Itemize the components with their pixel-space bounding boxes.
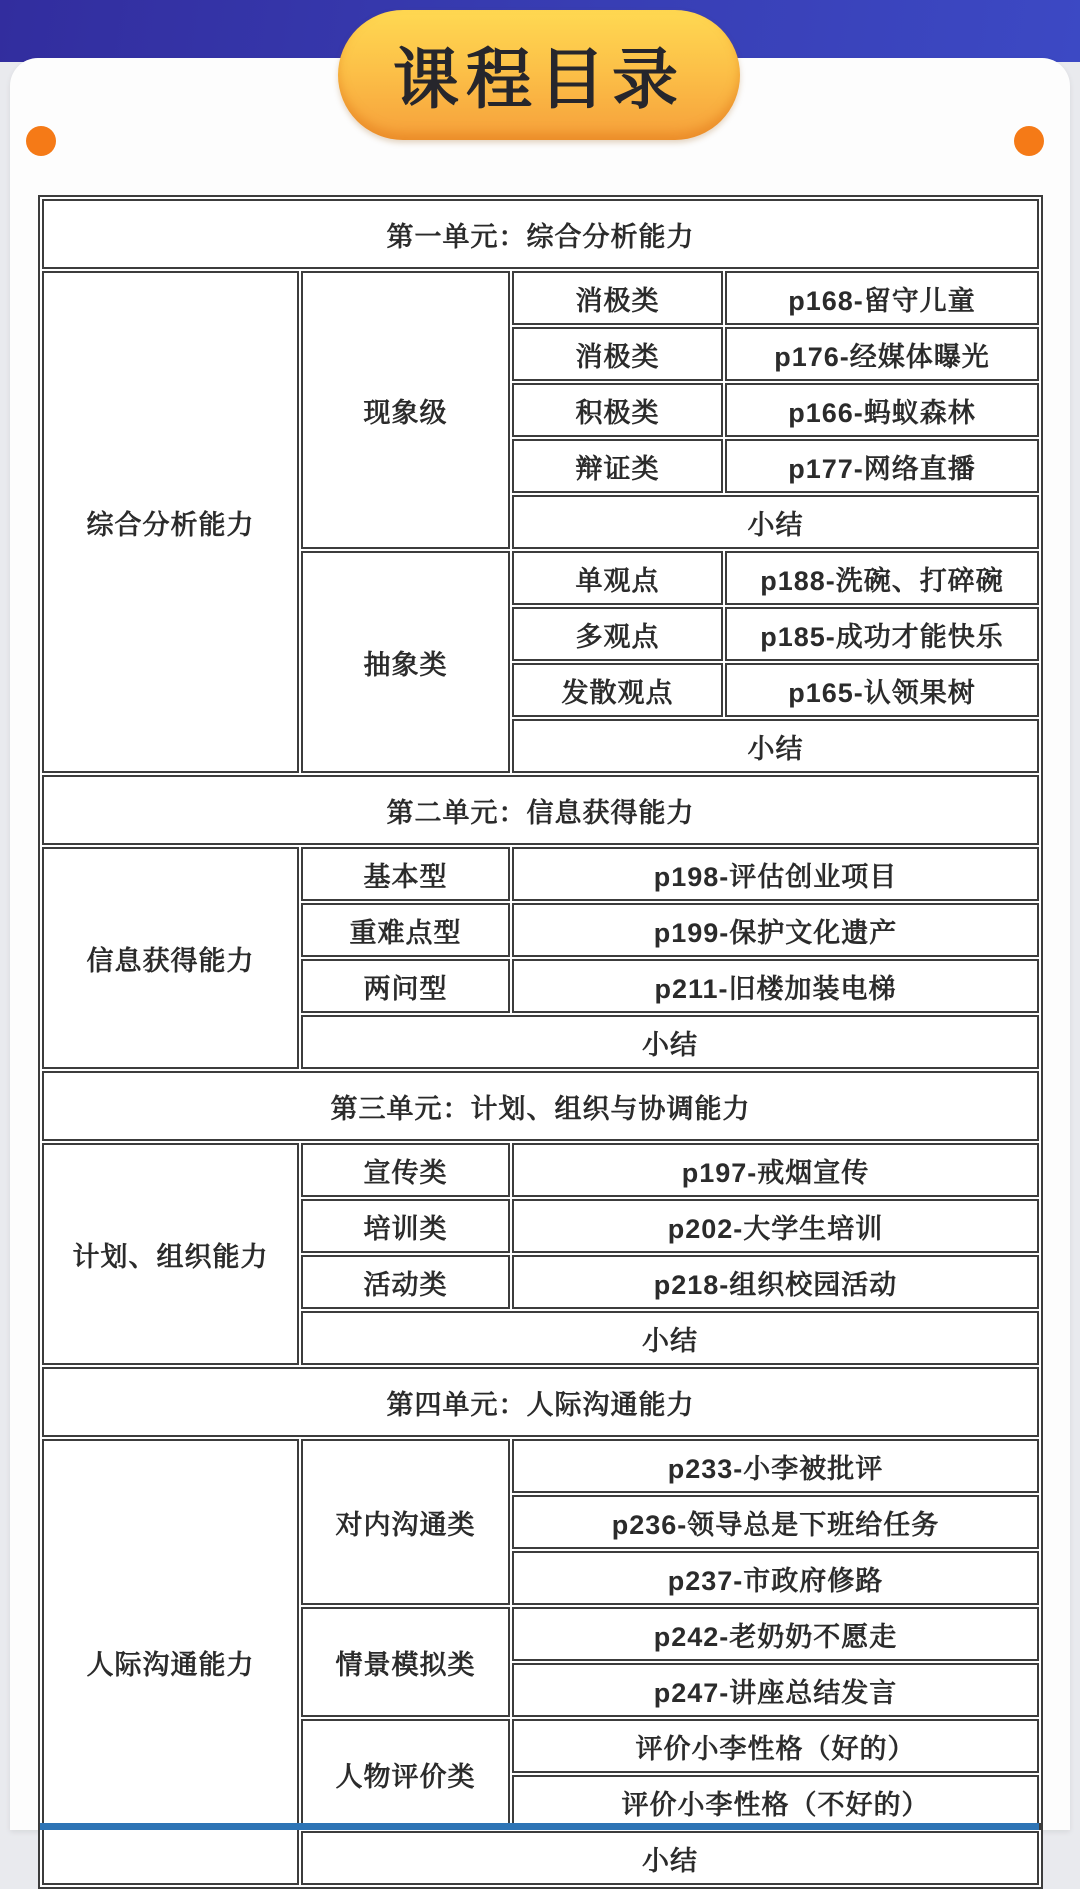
type-cell: 发散观点 [512,663,723,717]
type-cell: 重难点型 [301,903,510,957]
summary-cell: 小结 [512,719,1039,773]
lesson-cell: p218-组织校园活动 [512,1255,1039,1309]
type-cell: 培训类 [301,1199,510,1253]
unit1-header-row [42,199,1039,269]
unit2-category-cell: 信息获得能力 [42,847,299,1069]
type-cell: 单观点 [512,551,723,605]
summary-cell: 小结 [301,1311,1039,1365]
lesson-cell: p211-旧楼加装电梯 [512,959,1039,1013]
unit1-category-cell: 综合分析能力 [42,271,299,773]
lesson-cell: p233-小李被批评 [512,1439,1039,1493]
unit2-header-row [42,775,1039,845]
lesson-cell: p237-市政府修路 [512,1551,1039,1605]
unit1-group1-cell: 现象级 [301,271,510,549]
unit4-category-cell: 人际沟通能力 [42,1439,299,1885]
lesson-cell: p165-认领果树 [725,663,1039,717]
summary-cell: 小结 [512,495,1039,549]
lesson-cell: p177-网络直播 [725,439,1039,493]
table-row [42,271,1039,325]
unit1-header: 第一单元：综合分析能力 [42,199,1039,269]
type-cell: 宣传类 [301,1143,510,1197]
type-cell: 多观点 [512,607,723,661]
unit4-header: 第四单元：人际沟通能力 [42,1367,1039,1437]
decorative-dot-right [1014,126,1044,156]
decorative-dot-left [26,126,56,156]
type-cell: 消极类 [512,327,723,381]
type-cell: 基本型 [301,847,510,901]
lesson-cell: 评价小李性格（好的） [512,1719,1039,1773]
type-cell: 消极类 [512,271,723,325]
lesson-cell: p199-保护文化遗产 [512,903,1039,957]
lesson-cell: p198-评估创业项目 [512,847,1039,901]
next-unit-header-cutoff [38,1823,1041,1830]
unit1-group2-cell: 抽象类 [301,551,510,773]
unit3-category-cell: 计划、组织能力 [42,1143,299,1365]
table-row [42,1143,1039,1197]
lesson-cell: p185-成功才能快乐 [725,607,1039,661]
lesson-cell: p176-经媒体曝光 [725,327,1039,381]
unit2-header: 第二单元：信息获得能力 [42,775,1039,845]
type-cell: 两问型 [301,959,510,1013]
lesson-cell: p197-戒烟宣传 [512,1143,1039,1197]
unit3-header: 第三单元：计划、组织与协调能力 [42,1071,1039,1141]
summary-cell: 小结 [301,1831,1039,1885]
lesson-cell: p168-留守儿童 [725,271,1039,325]
type-cell: 辩证类 [512,439,723,493]
lesson-cell: p202-大学生培训 [512,1199,1039,1253]
lesson-cell: p242-老奶奶不愿走 [512,1607,1039,1661]
unit4-group2-cell: 情景模拟类 [301,1607,510,1717]
unit4-group3-cell: 人物评价类 [301,1719,510,1829]
type-cell: 积极类 [512,383,723,437]
lesson-cell: p247-讲座总结发言 [512,1663,1039,1717]
unit4-header-row [42,1367,1039,1437]
table-row [42,1439,1039,1493]
lesson-cell: p236-领导总是下班给任务 [512,1495,1039,1549]
page-title: 课程目录 [393,41,685,116]
unit4-group1-cell: 对内沟通类 [301,1439,510,1605]
lesson-cell: p188-洗碗、打碎碗 [725,551,1039,605]
summary-cell: 小结 [301,1015,1039,1069]
page-title-badge [338,10,740,140]
type-cell: 活动类 [301,1255,510,1309]
course-catalog-table [38,195,1037,1889]
lesson-cell: p166-蚂蚁森林 [725,383,1039,437]
unit3-header-row [42,1071,1039,1141]
table-row [42,847,1039,901]
lesson-cell: 评价小李性格（不好的） [512,1775,1039,1829]
